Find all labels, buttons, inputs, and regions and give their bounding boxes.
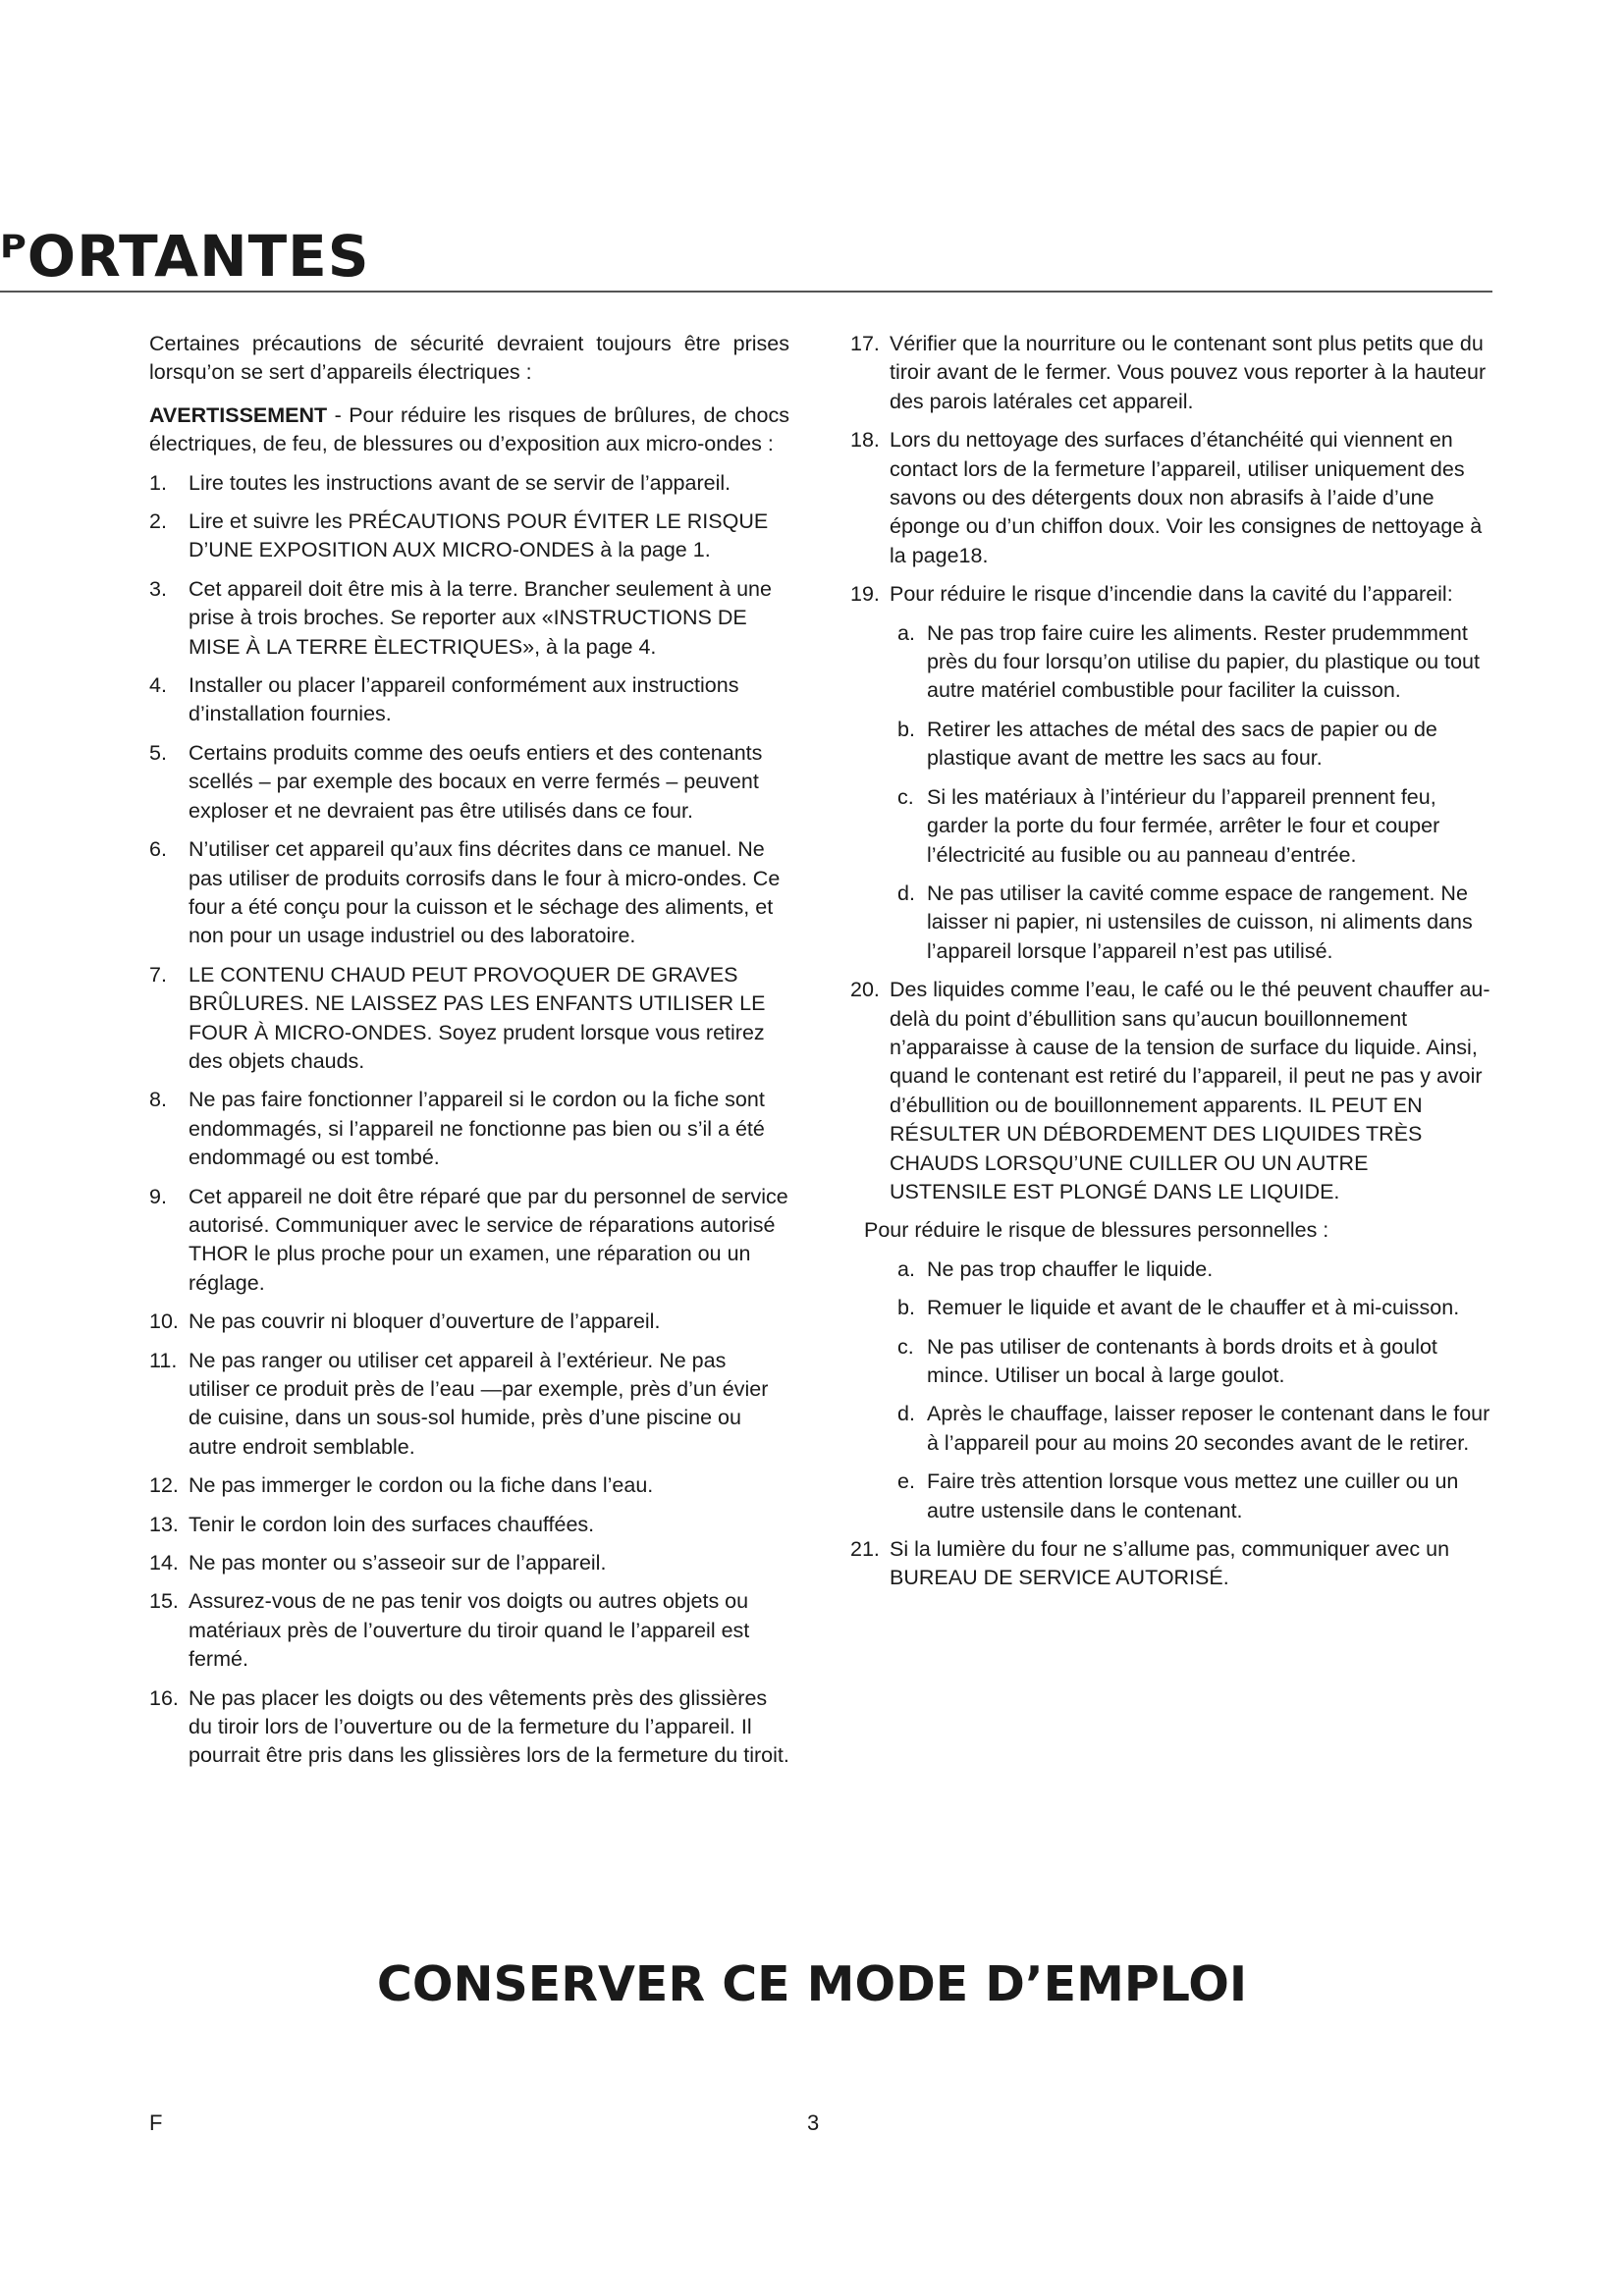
list-item — [149, 1183, 789, 1299]
sub-item-text: Si les matériaux à l’intérieur du l’appareil prennent feu, garder la porte du four fermée, arrêter le four et couper l’électricité au fusible ou au panneau d’entrée. — [927, 784, 1440, 867]
list-item — [149, 1549, 789, 1577]
item-number: 7. — [149, 962, 167, 987]
warning-text: - Pour réduire les risques de brûlures, de chocs électriques, de feu, de blessures ou d’exposition aux micro-ondes : — [149, 402, 789, 456]
item-text: Ne pas placer les doigts ou des vêtements près des glissières du tiroir lors de l’ouverture ou de la fermeture du l’appareil. Il pourrait être pris dans les glissières lors de la fermeture du tiroit. — [189, 1685, 789, 1768]
list-item — [149, 739, 789, 826]
list-item — [850, 976, 1490, 1206]
item-text: N’utiliser cet appareil qu’aux fins décrites dans ce manuel. Ne pas utiliser de produits corrosifs dans le four à micro-ondes. Ce four a été conçu pour la cuisson et le séchage des aliments, et non pour un usage industriel ou des laboratoire. — [189, 837, 781, 948]
item-text: Lire et suivre les PRÉCAUTIONS POUR ÉVITER LE RISQUE D’UNE EXPOSITION AUX MICRO-ONDES à la page 1. — [189, 509, 769, 562]
sub-item-text: Ne pas utiliser de contenants à bords droits et à goulot mince. Utiliser un bocal à large goulot. — [927, 1334, 1437, 1387]
sub-item — [897, 783, 1490, 870]
list-item — [149, 1471, 789, 1500]
sub-item-letter: c. — [897, 1334, 914, 1359]
item-text: Ne pas couvrir ni bloquer d’ouverture de l’appareil. — [189, 1309, 661, 1334]
item-number: 15. — [149, 1589, 179, 1614]
item-number: 21. — [850, 1537, 880, 1562]
item-text: Lire toutes les instructions avant de se servir de l’appareil. — [189, 470, 731, 495]
item-number: 17. — [850, 332, 880, 355]
item-text: Ne pas faire fonctionner l’appareil si le cordon ou la fiche sont endommagés, si l’appareil ne fonctionne pas bien ou s’il a été endommagé ou est tombé. — [189, 1088, 765, 1170]
sub-item — [897, 1294, 1490, 1322]
list-item — [149, 671, 789, 729]
sub-item — [897, 1255, 1490, 1284]
sub-item-letter: d. — [897, 881, 915, 905]
item-text: Ne pas immerger le cordon ou la fiche dans l’eau. — [189, 1473, 654, 1498]
list-item — [850, 580, 1490, 609]
sub-item-letter: a. — [897, 620, 915, 645]
sub-item-letter: c. — [897, 784, 914, 809]
sub-item — [897, 1400, 1490, 1458]
sub-item — [897, 716, 1490, 774]
sub-item-letter: b. — [897, 1296, 915, 1320]
list-item — [149, 1086, 789, 1172]
item-text: LE CONTENU CHAUD PEUT PROVOQUER DE GRAVES BRÛLURES. NE LAISSEZ PAS LES ENFANTS UTILISER LE FOUR À MICRO-ONDES. Soyez prudent lorsque vous retirez des objets chauds. — [189, 962, 766, 1073]
item-text: Tenir le cordon loin des surfaces chauffées. — [189, 1512, 595, 1536]
item-number: 19. — [850, 582, 880, 607]
closing-heading: CONSERVER CE MODE D’EMPLOI — [376, 1956, 1248, 2012]
item-text: Ne pas ranger ou utiliser cet appareil à l’extérieur. Ne pas utiliser ce produit près de l’eau —par exemple, près d’un évier de cuisine, dans un sous-sol humide, près d’une piscine ou autre endroit semblable. — [189, 1348, 769, 1459]
injury-sublist — [850, 1255, 1490, 1525]
injury-note: Pour réduire le risque de blessures personnelles : — [864, 1218, 1329, 1243]
page-title: ᴾORTANTES — [0, 223, 370, 290]
fire-risk-sublist — [850, 619, 1490, 966]
item-number: 5. — [149, 740, 167, 765]
sub-item-text: Ne pas utiliser la cavité comme espace de rangement. Ne laisser ni papier, ni ustensiles de cuisson, ni aliments dans l’appareil lorsque l’appareil n’est pas utilisé. — [927, 881, 1473, 963]
item-text: Assurez-vous de ne pas tenir vos doigts ou autres objets ou matériaux près de l’ouverture du tiroir quand le l’appareil est fermé. — [189, 1589, 750, 1672]
item-number: 12. — [149, 1473, 179, 1498]
sub-item-text: Ne pas trop faire cuire les aliments. Rester prudemmment près du four lorsqu’on utilise du papier, du plastique ou tout autre matériel combustible pour faciliter la cuisson. — [927, 620, 1480, 703]
sub-item-text: Après le chauffage, laisser reposer le contenant dans le four à l’appareil pour au moins 20 secondes avant de le retirer. — [927, 1402, 1490, 1455]
item-number: 3. — [149, 576, 167, 601]
item-text: Des liquides comme l’eau, le café ou le thé peuvent chauffer au-delà du point d’ébullition sans qu’aucun bouillonnement n’apparaisse à cause de la tension de surface du liquide. Ainsi, quand le contenant est retiré du l’appareil, il peut ne pas y avoir d’ébullition ou de bouillonnement apparents. IL PEUT EN RÉSULTER UN DÉBORDEMENT DES LIQUIDES TRÈS CHAUDS LORSQU’UNE CUILLER OU UN AUTRE USTENSILE EST PLONGÉ DANS LE LIQUIDE. — [890, 978, 1490, 1203]
list-item — [149, 1347, 789, 1463]
item-text: Installer ou placer l’appareil conformément aux instructions d’installation fournies. — [189, 673, 739, 726]
list-item — [149, 961, 789, 1077]
sub-item-letter: a. — [897, 1256, 915, 1281]
item-number: 20. — [850, 978, 880, 1002]
intro-paragraph: Certaines précautions de sécurité devraient toujours être prises lorsqu’on se sert d’appareils électriques : — [149, 332, 789, 385]
list-item — [149, 835, 789, 951]
item-text: Lors du nettoyage des surfaces d’étanchéité qui viennent en contact lors de la fermeture l’appareil, utiliser uniquement des savons ou des détergents doux non abrasifs à l’aide d’une éponge ou d’un chiffon doux. Voir les consignes de nettoyage à la page18. — [890, 428, 1483, 567]
warning-label: AVERTISSEMENT — [149, 402, 328, 427]
item-number: 1. — [149, 470, 167, 495]
list-item — [149, 507, 789, 565]
item-number: 13. — [149, 1512, 179, 1536]
page-number: 3 — [807, 2110, 820, 2135]
item-number: 14. — [149, 1551, 179, 1575]
list-item — [149, 1684, 789, 1771]
sub-item-text: Retirer les attaches de métal des sacs de papier ou de plastique avant de mettre les sacs au four. — [927, 717, 1437, 771]
sub-item-text: Remuer le liquide et avant de le chauffer et à mi-cuisson. — [927, 1296, 1460, 1320]
item-number: 2. — [149, 509, 167, 534]
sub-item-letter: d. — [897, 1402, 915, 1426]
list-item — [149, 469, 789, 498]
sub-item-text: Faire très attention lorsque vous mettez une cuiller ou un autre ustensile dans le contenant. — [927, 1469, 1459, 1522]
item-text: Pour réduire le risque d’incendie dans la cavité du l’appareil: — [890, 582, 1453, 607]
item-text: Vérifier que la nourriture ou le contenant sont plus petits que du tiroir avant de le fermer. Vous pouvez vous reporter à la hauteur des parois latérales cet appareil. — [890, 332, 1487, 413]
item-text: Cet appareil doit être mis à la terre. Brancher seulement à une prise à trois broches. Se reporter aux «INSTRUCTIONS DE MISE À LA TERRE ÈLECTRIQUES», à la page 4. — [189, 576, 772, 659]
left-column — [149, 330, 789, 1781]
list-item — [149, 1587, 789, 1674]
list-item — [149, 575, 789, 662]
list-item — [149, 1511, 789, 1539]
item-number: 11. — [149, 1348, 178, 1372]
item-text: Cet appareil ne doit être réparé que par du personnel de service autorisé. Communiquer avec le service de réparations autorisé THOR le plus proche pour un examen, une réparation ou un réglage. — [189, 1184, 788, 1295]
warning-paragraph — [149, 401, 789, 459]
safety-list-left — [149, 469, 789, 1771]
item-text: Certains produits comme des oeufs entiers et des contenants scellés – par exemple des bocaux en verre fermés – peuvent exploser et ne devraient pas être utilisés dans ce four. — [189, 740, 763, 823]
item-number: 18. — [850, 428, 880, 453]
sub-item-letter: e. — [897, 1469, 915, 1494]
list-item — [850, 1535, 1490, 1593]
item-number: 8. — [149, 1088, 167, 1112]
item-number: 9. — [149, 1184, 167, 1208]
sub-item — [897, 1468, 1490, 1525]
right-column — [850, 330, 1490, 1603]
item-number: 4. — [149, 673, 167, 698]
list-item — [850, 426, 1490, 570]
item-number: 10. — [149, 1309, 179, 1334]
sub-item — [897, 880, 1490, 966]
item-text: Ne pas monter ou s’asseoir sur de l’appareil. — [189, 1551, 607, 1575]
list-item — [850, 330, 1490, 416]
sub-item-text: Ne pas trop chauffer le liquide. — [927, 1256, 1214, 1281]
title-divider — [0, 291, 1492, 293]
footer-language-letter: F — [149, 2110, 163, 2135]
sub-item — [897, 1333, 1490, 1391]
item-number: 6. — [149, 837, 167, 862]
sub-item — [897, 619, 1490, 706]
sub-item-letter: b. — [897, 717, 915, 741]
list-item — [149, 1308, 789, 1336]
item-number: 16. — [149, 1685, 179, 1710]
item-text: Si la lumière du four ne s’allume pas, communiquer avec un BUREAU DE SERVICE AUTORISÉ. — [890, 1537, 1450, 1590]
